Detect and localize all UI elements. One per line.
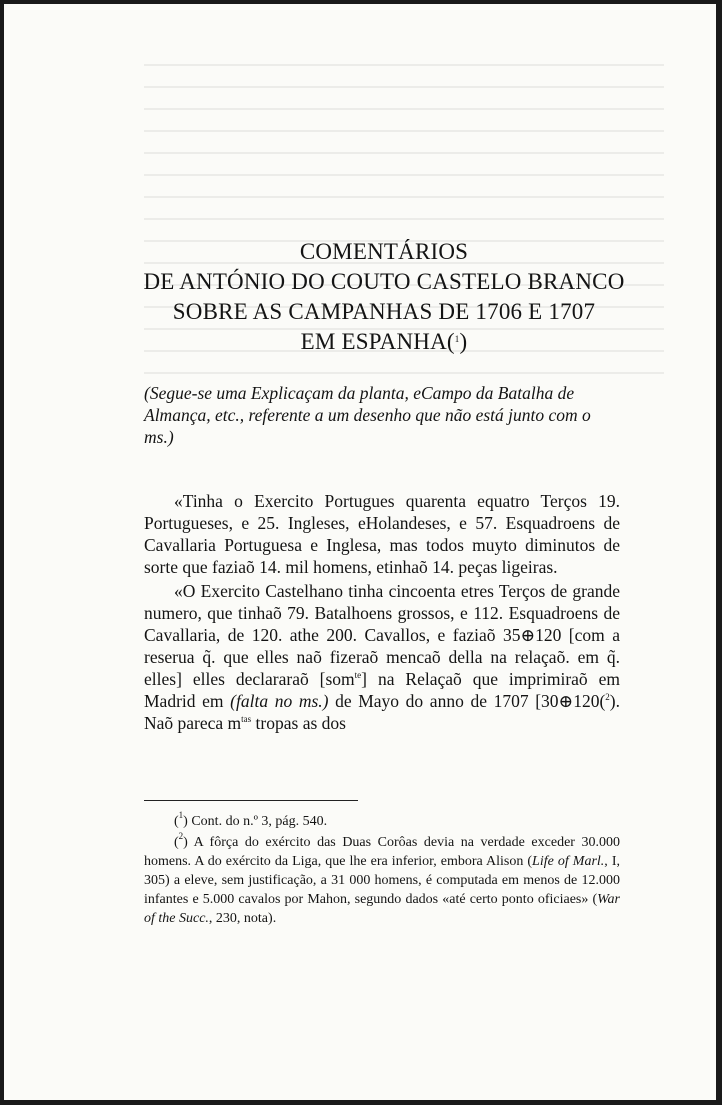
footnote-divider [144, 800, 358, 801]
paragraph-1: «Tinha o Exercito Portugues quarenta equatro Terços 19. Portugueses, e 25. Ingleses, eHolandeses, e 57. Esquadroens de Cavallaria Portuguesa e Inglesa, mas todos muyto diminutos de sorte que faziaõ 14. mil homens, etinhaõ 14. peças ligeiras. [144, 491, 620, 577]
title-line-1: COMENTÁRIOS [299, 239, 469, 264]
p2-text-b: ] na Relaçaõ que imprimiraõ em Madrid em [144, 669, 620, 711]
p2-text-e: tropas as dos [255, 713, 346, 733]
footnote-2: ($^2$) A fôrça do exército das Duas Corôas devia na verdade exceder 30.000 homens. A do exército da Liga, que lhe era inferior, embora Alison (Life of Marl., I, 305) a eleve, sem justificação, a 31 000 homens, é computada em menos de 12.000 infantes e 5.000 cavalos por Mahon, segundo dados «até certo ponto oficiaes» (War of the Succ., 230, nota). [144, 831, 621, 926]
footnote-2-mark: 2 [178, 831, 184, 841]
footnote-1-mark: 1 [178, 810, 184, 820]
p2-sup-a: te [354, 670, 362, 680]
paragraph-2 [144, 580, 620, 734]
p2-italic: (falta no ms.) [230, 691, 329, 711]
document-page [4, 4, 716, 1100]
title-footnote-mark: 1 [454, 334, 460, 344]
footnote-1: ($^1$) Cont. do n.º 3, pág. 540. [174, 810, 328, 829]
p2-text-a: «O Exercito Castelhano tinha cincoenta etres Terços de grande numero, que tinhaõ 79. Batalhoens grossos, e 112. Esquadroens de Cavallaria, de 120. athe 200. Cavallos, e faziaõ 35⊕120 [com a reserua q̃. que elles naõ fizeraõ mencaõ della na relaçaõ. em q̃. elles] elles declararaõ [som [144, 581, 620, 689]
p2-text-c: de Mayo do anno de 1707 [30⊕120( [335, 691, 606, 711]
title-line-3: SOBRE AS CAMPANHAS DE 1706 E 1707 [172, 299, 596, 324]
footnote-1-text: Cont. do n.º 3, pág. 540. [191, 814, 328, 829]
title-line-4: EM ESPANHA($^1$) [300, 329, 468, 354]
footnote-2-italic-a: Life of Marl. [532, 854, 605, 869]
title-line-4-text: EM ESPANHA [300, 329, 447, 354]
footnote-2-italic-b: War of the Succ. [144, 892, 620, 926]
intro-note: (Segue-se uma Explicaçam da planta, eCampo da Batalha de Almança, etc., referente a um desenho que não está junto com o ms.) [144, 383, 591, 447]
footnote-2-text-a: A fôrça do exército das Duas Corôas devia na verdade exceder 30.000 homens. A do exército da Liga, que lhe era inferior, embora Alison ( [144, 835, 621, 869]
footnotes [144, 812, 620, 930]
footnote-2-text-c: , 230, nota). [208, 911, 277, 926]
page-title [124, 237, 644, 357]
p2-sup-b: tas [241, 714, 252, 724]
p2-text-d: ). Naõ pareca m [144, 691, 620, 733]
title-line-2: DE ANTÓNIO DO COUTO CASTELO BRANCO [143, 269, 625, 294]
footnote-2-text-b: , I, 305) a eleve, sem justificação, a 31 000 homens, é computada em menos de 12.000 infantes e 5.000 cavalos por Mahon, segundo dados «até certo ponto oficiaes» ( [144, 854, 620, 907]
p2-footnote-mark: 2 [605, 692, 610, 702]
main-text [144, 490, 620, 736]
